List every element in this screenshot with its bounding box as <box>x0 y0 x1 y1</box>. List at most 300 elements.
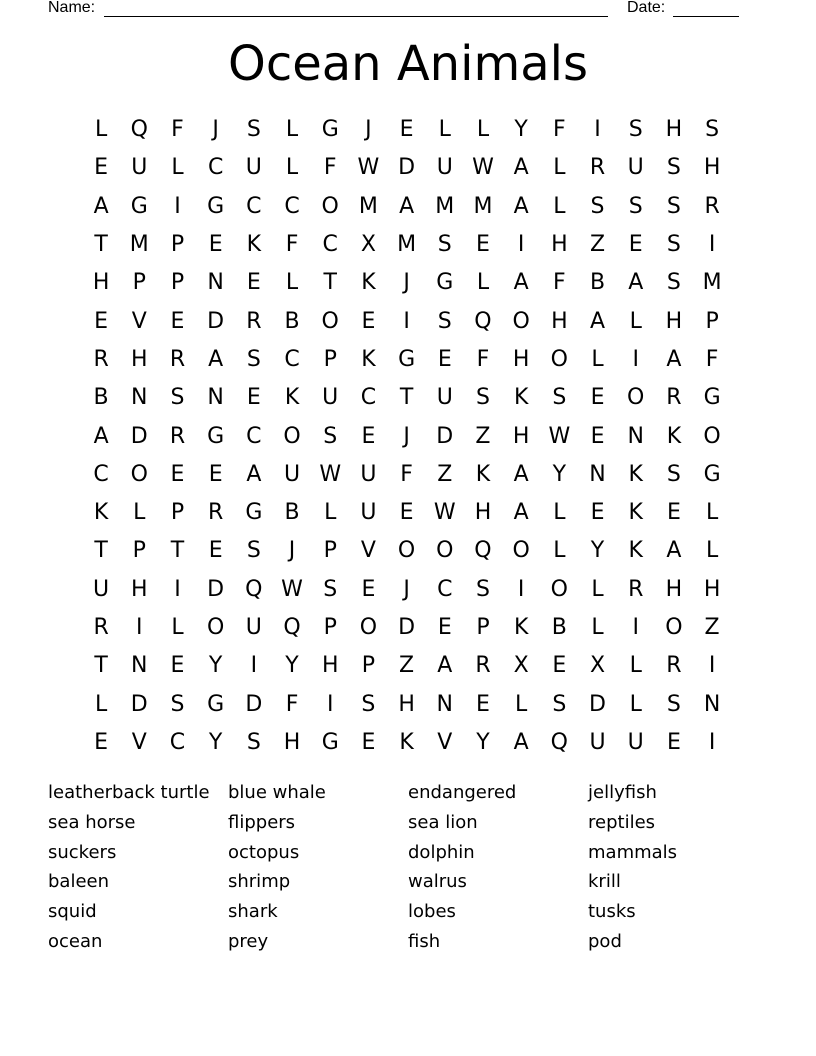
grid-letter[interactable]: J <box>403 576 410 602</box>
word-list-item: krill <box>588 871 621 893</box>
grid-letter[interactable]: K <box>628 461 643 487</box>
grid-letter[interactable]: A <box>590 308 606 334</box>
grid-letter[interactable]: L <box>171 155 184 181</box>
grid-letter[interactable]: O <box>550 346 568 372</box>
grid-letter[interactable]: S <box>246 538 261 564</box>
grid-letter[interactable]: G <box>321 729 339 755</box>
grid-letter[interactable]: L <box>629 308 642 334</box>
grid-letter[interactable]: H <box>551 308 568 334</box>
grid-letter[interactable]: E <box>590 500 605 526</box>
grid-letter[interactable]: A <box>666 538 682 564</box>
grid-letter[interactable]: C <box>93 461 109 487</box>
grid-letter[interactable]: C <box>360 385 377 411</box>
grid-letter[interactable]: S <box>552 385 567 411</box>
grid-letter[interactable]: K <box>513 385 529 411</box>
grid-letter[interactable]: E <box>170 653 185 679</box>
grid-letter[interactable]: B <box>551 615 567 640</box>
grid-letter[interactable]: D <box>130 691 148 717</box>
grid-letter[interactable]: U <box>627 729 644 755</box>
grid-letter[interactable]: L <box>285 117 299 143</box>
grid-letter[interactable]: F <box>285 691 299 717</box>
grid-letter[interactable]: W <box>319 461 342 487</box>
grid-letter[interactable]: I <box>403 308 410 334</box>
grid-letter[interactable]: H <box>131 576 148 602</box>
grid-letter[interactable]: O <box>627 385 645 411</box>
grid-letter[interactable]: E <box>437 615 452 640</box>
grid-letter[interactable]: G <box>130 193 148 219</box>
grid-letter[interactable]: S <box>705 117 720 143</box>
grid-letter[interactable]: E <box>361 576 376 602</box>
grid-letter[interactable]: I <box>250 653 258 679</box>
grid-letter[interactable]: A <box>513 461 529 487</box>
grid-letter[interactable]: U <box>322 385 339 411</box>
grid-letter[interactable]: F <box>705 346 719 372</box>
grid-letter[interactable]: P <box>323 346 337 372</box>
grid-letter[interactable]: I <box>517 232 525 258</box>
grid-letter[interactable]: B <box>93 385 109 411</box>
grid-letter[interactable]: S <box>666 270 681 296</box>
grid-letter[interactable]: O <box>397 538 416 564</box>
grid-letter[interactable]: H <box>665 308 683 334</box>
grid-letter[interactable]: J <box>365 117 372 143</box>
grid-letter[interactable]: E <box>590 423 605 449</box>
grid-letter[interactable]: N <box>627 423 644 449</box>
grid-letter[interactable]: E <box>552 653 567 679</box>
grid-letter[interactable]: O <box>550 576 568 602</box>
grid-letter[interactable]: Y <box>552 461 567 487</box>
grid-letter[interactable]: I <box>708 653 716 679</box>
grid-letter[interactable]: E <box>590 385 605 411</box>
grid-letter[interactable]: L <box>94 691 108 717</box>
grid-letter[interactable]: C <box>207 155 224 181</box>
grid-row <box>82 647 732 685</box>
grid-letter[interactable]: M <box>473 193 493 219</box>
grid-letter[interactable]: J <box>403 270 410 296</box>
grid-row <box>82 341 732 379</box>
grid-letter[interactable]: S <box>437 232 452 258</box>
word-list-item: jellyfish <box>588 782 657 803</box>
grid-letter[interactable]: A <box>246 461 262 487</box>
grid-letter[interactable]: R <box>628 576 644 602</box>
grid-letter[interactable]: S <box>246 117 261 143</box>
grid-row <box>82 188 732 226</box>
grid-letter[interactable]: V <box>131 308 147 334</box>
grid-letter[interactable]: N <box>207 270 224 296</box>
grid-letter[interactable]: Z <box>589 232 606 258</box>
grid-letter[interactable]: U <box>627 155 644 181</box>
grid-letter[interactable]: C <box>322 232 338 258</box>
grid-letter[interactable]: S <box>666 155 681 181</box>
grid-letter[interactable]: Y <box>514 117 528 143</box>
grid-letter[interactable]: D <box>398 155 416 181</box>
grid-letter[interactable]: H <box>665 117 683 143</box>
grid-letter[interactable]: L <box>705 500 719 526</box>
grid-letter[interactable]: L <box>553 193 566 219</box>
grid-letter[interactable]: P <box>323 615 337 640</box>
grid-letter[interactable]: E <box>666 729 681 755</box>
grid-letter[interactable]: T <box>94 232 108 258</box>
grid-letter[interactable]: Q <box>474 538 492 564</box>
grid-letter[interactable]: S <box>437 308 452 334</box>
grid-letter[interactable]: Q <box>245 576 263 602</box>
grid-letter[interactable]: P <box>132 538 146 564</box>
grid-letter[interactable]: U <box>589 729 606 755</box>
grid-letter[interactable]: Q <box>130 117 148 143</box>
grid-letter[interactable]: H <box>665 576 683 602</box>
grid-letter[interactable]: D <box>130 423 148 449</box>
grid-letter[interactable]: R <box>169 346 186 372</box>
grid-letter[interactable]: S <box>666 691 681 717</box>
grid-letter[interactable]: P <box>476 615 490 640</box>
grid-letter[interactable]: E <box>246 270 261 296</box>
grid-letter[interactable]: J <box>288 538 296 564</box>
grid-letter[interactable]: P <box>170 500 185 526</box>
grid-letter[interactable]: S <box>323 576 338 602</box>
grid-letter[interactable]: T <box>399 385 414 411</box>
grid-letter[interactable]: Z <box>704 615 720 640</box>
grid-letter[interactable]: K <box>284 385 300 411</box>
grid-letter[interactable]: N <box>207 385 224 411</box>
grid-letter[interactable]: G <box>703 385 721 411</box>
grid-letter[interactable]: S <box>170 385 185 411</box>
grid-letter[interactable]: O <box>665 615 683 640</box>
grid-letter[interactable]: G <box>207 193 225 219</box>
grid-letter[interactable]: U <box>360 500 377 526</box>
grid-letter[interactable]: D <box>207 576 225 602</box>
grid-letter[interactable]: I <box>708 232 716 258</box>
grid-letter[interactable]: R <box>246 308 262 334</box>
grid-letter[interactable]: E <box>170 308 185 334</box>
grid-letter[interactable]: E <box>208 461 223 487</box>
grid-letter[interactable]: I <box>326 691 334 717</box>
grid-letter[interactable]: K <box>361 270 376 296</box>
grid-letter[interactable]: K <box>628 500 643 526</box>
grid-letter[interactable]: V <box>360 538 376 564</box>
grid-letter[interactable]: L <box>553 500 566 526</box>
grid-letter[interactable]: D <box>207 308 225 334</box>
grid-letter[interactable]: T <box>323 270 337 296</box>
grid-letter[interactable]: M <box>129 232 149 258</box>
grid-letter[interactable]: F <box>553 270 566 296</box>
grid-letter[interactable]: P <box>132 270 146 296</box>
grid-letter[interactable]: E <box>437 346 452 372</box>
grid-letter[interactable]: K <box>399 729 414 755</box>
grid-letter[interactable]: S <box>475 385 490 411</box>
grid-letter[interactable]: U <box>283 461 301 487</box>
grid-letter[interactable]: H <box>512 423 530 449</box>
grid-letter[interactable]: I <box>174 193 181 219</box>
grid-letter[interactable]: Z <box>399 653 415 679</box>
grid-letter[interactable]: F <box>476 346 490 372</box>
grid-letter[interactable]: S <box>628 193 643 219</box>
grid-letter[interactable]: G <box>321 117 339 143</box>
grid-letter[interactable]: A <box>513 193 529 219</box>
grid-letter[interactable]: O <box>130 461 148 487</box>
grid-letter[interactable]: N <box>436 691 454 717</box>
grid-letter[interactable]: P <box>170 270 185 296</box>
grid-letter[interactable]: U <box>93 576 110 602</box>
grid-letter[interactable]: L <box>476 270 490 296</box>
grid-letter[interactable]: K <box>361 346 376 372</box>
grid-letter[interactable]: E <box>476 691 490 717</box>
grid-letter[interactable]: A <box>93 423 109 449</box>
grid-letter[interactable]: W <box>433 500 456 526</box>
grid-letter[interactable]: J <box>212 117 219 143</box>
grid-letter[interactable]: L <box>324 500 337 526</box>
grid-letter[interactable]: E <box>94 308 109 334</box>
grid-letter[interactable]: U <box>436 155 453 181</box>
grid-letter[interactable]: G <box>245 500 263 526</box>
grid-letter[interactable]: K <box>475 461 491 487</box>
grid-letter[interactable]: L <box>553 155 566 181</box>
grid-letter[interactable]: L <box>629 691 642 717</box>
grid-letter[interactable]: H <box>512 346 530 372</box>
grid-letter[interactable]: O <box>359 615 378 640</box>
grid-letter[interactable]: A <box>208 346 224 372</box>
grid-letter[interactable]: P <box>361 653 376 679</box>
grid-letter[interactable]: X <box>589 653 606 679</box>
grid-letter[interactable]: H <box>551 232 568 258</box>
grid-letter[interactable]: D <box>436 423 454 449</box>
grid-letter[interactable]: L <box>515 691 528 717</box>
grid-letter[interactable]: E <box>246 385 261 411</box>
grid-letter[interactable]: C <box>284 193 300 219</box>
grid-letter[interactable]: S <box>361 691 376 717</box>
grid-letter[interactable]: H <box>283 729 301 755</box>
grid-letter[interactable]: W <box>357 155 380 181</box>
grid-letter[interactable]: F <box>171 117 184 143</box>
grid-letter[interactable]: U <box>436 385 453 411</box>
grid-letter[interactable]: O <box>512 308 530 334</box>
grid-letter[interactable]: B <box>284 308 300 334</box>
grid-letter[interactable]: P <box>705 308 719 334</box>
grid-letter[interactable]: S <box>246 346 261 372</box>
grid-letter[interactable]: I <box>136 615 143 640</box>
grid-letter[interactable]: O <box>321 308 339 334</box>
grid-letter[interactable]: M <box>702 270 722 296</box>
grid-letter[interactable]: E <box>361 729 376 755</box>
grid-letter[interactable]: M <box>397 232 417 258</box>
grid-letter[interactable]: S <box>475 576 490 602</box>
grid-letter[interactable]: Q <box>283 615 301 640</box>
grid-letter[interactable]: U <box>245 155 262 181</box>
grid-letter[interactable]: A <box>628 270 644 296</box>
grid-letter[interactable]: K <box>246 232 262 258</box>
grid-letter[interactable]: G <box>436 270 454 296</box>
grid-letter[interactable]: L <box>171 615 184 640</box>
word-list-item: shark <box>228 901 278 923</box>
grid-letter[interactable]: H <box>131 346 148 372</box>
grid-letter[interactable]: C <box>169 729 186 755</box>
grid-letter[interactable]: A <box>513 500 529 526</box>
grid-letter[interactable]: I <box>708 729 716 755</box>
grid-letter[interactable]: C <box>437 576 453 602</box>
grid-letter[interactable]: I <box>174 576 181 602</box>
grid-letter[interactable]: R <box>666 385 682 411</box>
date-blank-line[interactable] <box>673 0 739 17</box>
grid-letter[interactable]: F <box>285 232 299 258</box>
grid-letter[interactable]: B <box>589 270 606 296</box>
grid-letter[interactable]: P <box>170 232 185 258</box>
grid-letter[interactable]: C <box>284 346 300 372</box>
page-title: Ocean Animals <box>228 36 588 92</box>
grid-letter[interactable]: K <box>93 500 109 526</box>
grid-letter[interactable]: I <box>517 576 525 602</box>
grid-letter[interactable]: W <box>548 423 571 449</box>
grid-letter[interactable]: H <box>92 270 110 296</box>
grid-letter[interactable]: L <box>285 270 299 296</box>
grid-letter[interactable]: E <box>666 500 681 526</box>
grid-letter[interactable]: E <box>170 461 185 487</box>
grid-letter[interactable]: H <box>703 576 721 602</box>
grid-letter[interactable]: E <box>399 117 414 143</box>
grid-letter[interactable]: S <box>246 729 261 755</box>
grid-letter[interactable]: E <box>361 423 376 449</box>
grid-letter[interactable]: J <box>403 423 410 449</box>
grid-letter[interactable]: L <box>629 653 642 679</box>
grid-letter[interactable]: E <box>94 729 109 755</box>
grid-letter[interactable]: V <box>131 729 147 755</box>
grid-letter[interactable]: V <box>437 729 453 755</box>
grid-row <box>82 417 732 455</box>
grid-letter[interactable]: R <box>589 155 606 181</box>
grid-letter[interactable]: G <box>703 461 721 487</box>
grid-letter[interactable]: R <box>208 500 224 526</box>
grid-letter[interactable]: G <box>207 423 225 449</box>
grid-letter[interactable]: E <box>361 308 376 334</box>
grid-letter[interactable]: I <box>632 346 639 372</box>
grid-letter[interactable]: L <box>438 117 451 143</box>
grid-letter[interactable]: E <box>94 155 109 181</box>
grid-letter[interactable]: H <box>474 500 492 526</box>
grid-letter[interactable]: H <box>398 691 415 717</box>
grid-letter[interactable]: N <box>131 385 148 411</box>
grid-letter[interactable]: O <box>512 538 530 564</box>
grid-letter[interactable]: R <box>475 653 491 679</box>
grid-letter[interactable]: R <box>93 615 109 640</box>
grid-letter[interactable]: S <box>666 232 681 258</box>
grid-letter[interactable]: L <box>94 117 108 143</box>
grid-letter[interactable]: O <box>436 538 454 564</box>
grid-letter[interactable]: H <box>321 653 339 679</box>
grid-letter[interactable]: K <box>628 538 643 564</box>
grid-letter[interactable]: M <box>435 193 455 219</box>
grid-letter[interactable]: T <box>170 538 185 564</box>
grid-letter[interactable]: L <box>285 155 299 181</box>
grid-letter[interactable]: N <box>589 461 606 487</box>
grid-letter[interactable]: D <box>245 691 263 717</box>
grid-letter[interactable]: U <box>360 461 377 487</box>
grid-letter[interactable]: H <box>703 155 721 181</box>
grid-letter[interactable]: D <box>398 615 416 640</box>
grid-letter[interactable]: G <box>398 346 416 372</box>
grid-letter[interactable]: Q <box>474 308 492 334</box>
grid-letter[interactable]: S <box>323 423 338 449</box>
grid-letter[interactable]: R <box>666 653 682 679</box>
grid-letter[interactable]: R <box>169 423 186 449</box>
grid-letter[interactable]: G <box>207 691 225 717</box>
grid-letter[interactable]: S <box>666 193 681 219</box>
grid-letter[interactable]: I <box>594 117 601 143</box>
grid-letter[interactable]: E <box>208 232 223 258</box>
grid-letter[interactable]: L <box>591 576 604 602</box>
grid-letter[interactable]: K <box>513 615 529 640</box>
grid-letter[interactable]: L <box>705 538 719 564</box>
grid-letter[interactable]: W <box>281 576 303 602</box>
grid-letter[interactable]: L <box>476 117 490 143</box>
grid-letter[interactable]: S <box>628 117 643 143</box>
grid-letter[interactable]: L <box>553 538 566 564</box>
grid-letter[interactable]: Y <box>285 653 299 679</box>
grid-letter[interactable]: L <box>591 615 604 640</box>
grid-letter[interactable]: L <box>591 346 604 372</box>
grid-letter[interactable]: X <box>513 653 529 679</box>
grid-letter[interactable]: A <box>513 270 529 296</box>
grid-letter[interactable]: A <box>513 729 529 755</box>
grid-letter[interactable]: Q <box>550 729 568 755</box>
grid-letter[interactable]: C <box>246 193 262 219</box>
grid-letter[interactable]: S <box>590 193 605 219</box>
grid-letter[interactable]: O <box>283 423 301 449</box>
word-search-grid <box>82 111 732 762</box>
grid-letter[interactable]: C <box>246 423 262 449</box>
grid-letter[interactable]: L <box>133 500 146 526</box>
grid-letter[interactable]: X <box>360 232 376 258</box>
grid-letter[interactable]: I <box>632 615 639 640</box>
grid-letter[interactable]: U <box>131 155 148 181</box>
grid-letter[interactable]: O <box>206 615 225 640</box>
grid-letter[interactable]: W <box>472 155 494 181</box>
grid-letter[interactable]: S <box>552 691 567 717</box>
grid-letter[interactable]: E <box>208 538 223 564</box>
grid-letter[interactable]: N <box>703 691 721 717</box>
grid-letter[interactable]: O <box>703 423 721 449</box>
grid-letter[interactable]: E <box>628 232 643 258</box>
grid-letter[interactable]: A <box>93 193 109 219</box>
grid-letter[interactable]: D <box>589 691 606 717</box>
grid-letter[interactable]: Y <box>208 653 223 679</box>
grid-letter[interactable]: O <box>321 193 339 219</box>
grid-letter[interactable]: Z <box>475 423 491 449</box>
grid-letter[interactable]: N <box>131 653 148 679</box>
grid-letter[interactable]: P <box>323 538 337 564</box>
grid-letter[interactable]: E <box>476 232 490 258</box>
grid-letter[interactable]: E <box>399 500 414 526</box>
grid-letter[interactable]: B <box>284 500 300 526</box>
grid-letter[interactable]: T <box>94 538 108 564</box>
grid-letter[interactable]: U <box>245 615 262 640</box>
grid-letter[interactable]: Y <box>476 729 490 755</box>
grid-letter[interactable]: A <box>513 155 529 181</box>
grid-letter[interactable]: A <box>666 346 682 372</box>
grid-letter[interactable]: F <box>553 117 566 143</box>
grid-letter[interactable]: A <box>437 653 453 679</box>
grid-letter[interactable]: Y <box>590 538 605 564</box>
grid-letter[interactable]: S <box>666 461 681 487</box>
grid-letter[interactable]: M <box>358 193 378 219</box>
grid-letter[interactable]: Y <box>208 729 223 755</box>
grid-letter[interactable]: K <box>666 423 682 449</box>
grid-letter[interactable]: A <box>399 193 415 219</box>
name-blank-line[interactable] <box>104 0 608 17</box>
grid-letter[interactable]: S <box>170 691 185 717</box>
grid-letter[interactable]: Z <box>437 461 453 487</box>
grid-letter[interactable]: F <box>400 461 413 487</box>
grid-letter[interactable]: F <box>323 155 337 181</box>
grid-letter[interactable]: R <box>93 346 109 372</box>
grid-letter[interactable]: R <box>704 193 720 219</box>
grid-letter[interactable]: T <box>94 653 108 679</box>
